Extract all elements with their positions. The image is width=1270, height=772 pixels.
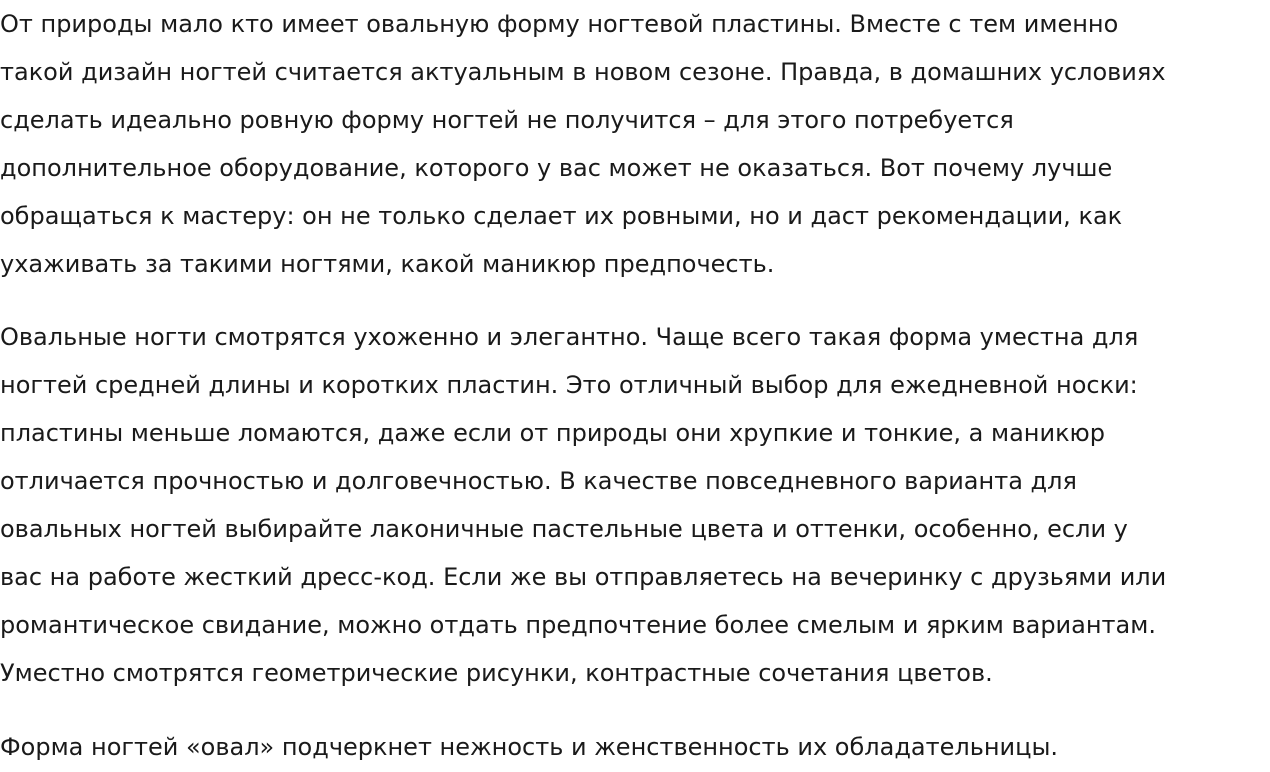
paragraph-2-line-3: пластины меньше ломаются, даже если от природы они хрупкие и тонкие, а маникюр [0,419,1105,447]
paragraph-1 [0,0,1270,288]
paragraph-1-line-2: такой дизайн ногтей считается актуальным в новом сезоне. Правда, в домашних условиях [0,58,1166,86]
paragraph-1-line-4: дополнительное оборудование, которого у вас может не оказаться. Вот почему лучше [0,154,1113,182]
paragraph-3-line-1: Форма ногтей «овал» подчеркнет нежность и женственность их обладательницы. [0,733,1059,761]
paragraph-1-line-3: сделать идеально ровную форму ногтей не получится – для этого потребуется [0,106,1014,134]
paragraph-2-line-6: вас на работе жесткий дресс-код. Если же вы отправляетесь на вечеринку с друзьями или [0,563,1167,591]
paragraph-2 [0,313,1270,697]
paragraph-2-line-2: ногтей средней длины и коротких пластин. Это отличный выбор для ежедневной носки: [0,371,1138,399]
paragraph-1-line-6: ухаживать за такими ногтями, какой маникюр предпочесть. [0,250,775,278]
paragraph-2-line-4: отличается прочностью и долговечностью. В качестве повседневного варианта для [0,467,1077,495]
paragraph-2-line-5: овальных ногтей выбирайте лаконичные пастельные цвета и оттенки, особенно, если у [0,515,1128,543]
paragraph-2-line-7: романтическое свидание, можно отдать предпочтение более смелым и ярким вариантам. [0,611,1156,639]
paragraph-1-line-5: обращаться к мастеру: он не только сделает их ровными, но и даст рекомендации, как [0,202,1123,230]
paragraph-1-line-1: От природы мало кто имеет овальную форму ногтевой пластины. Вместе с тем именно [0,10,1119,38]
paragraph-2-line-1: Овальные ногти смотрятся ухоженно и элегантно. Чаще всего такая форма уместна для [0,323,1139,351]
paragraph-2-line-8: Уместно смотрятся геометрические рисунки, контрастные сочетания цветов. [0,659,993,687]
paragraph-3 [0,723,1270,771]
